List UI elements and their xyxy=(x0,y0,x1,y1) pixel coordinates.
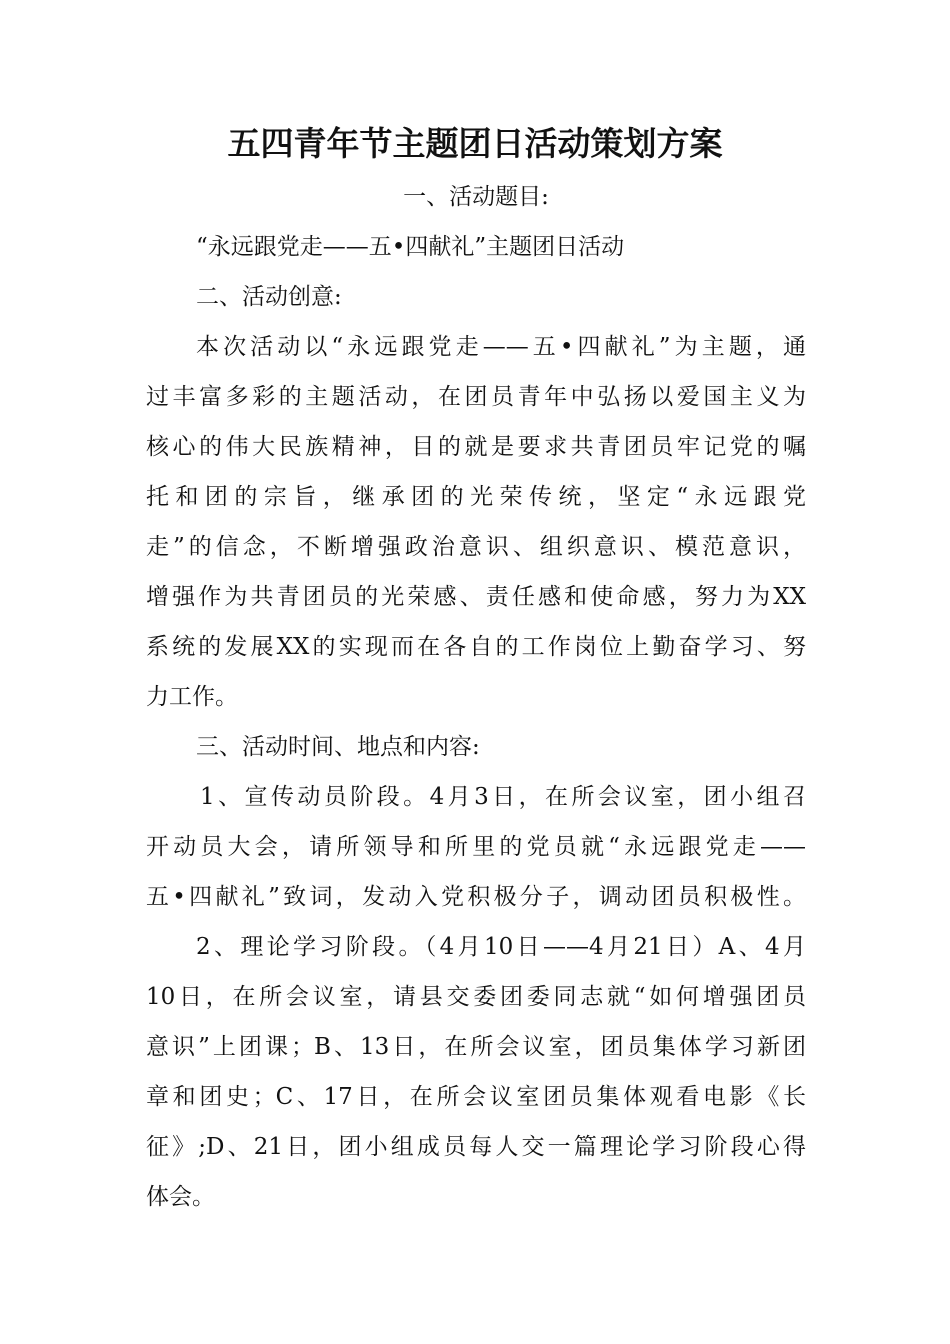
paragraph-line: 征》;D、21日，团小组成员每人交一篇理论学习阶段心得 xyxy=(146,1134,806,1160)
paragraph-line: 体会。 xyxy=(146,1184,215,1210)
paragraph-line: 1、宣传动员阶段。4月3日，在所会议室，团小组召 xyxy=(200,784,806,810)
paragraph-line: 走”的信念，不断增强政治意识、组织意识、模范意识， xyxy=(146,534,806,560)
paragraph-line: 五•四献礼”致词，发动入党积极分子，调动团员积极性。 xyxy=(146,884,806,910)
paragraph-line: 意识”上团课；B、13日，在所会议室，团员集体学习新团 xyxy=(146,1034,806,1060)
section-3-item-2 xyxy=(146,922,806,1222)
paragraph-line: 核心的伟大民族精神，目的就是要求共青团员牢记党的嘱 xyxy=(146,434,806,460)
paragraph-line: 10日，在所会议室，请县交委团委同志就“如何增强团员 xyxy=(146,984,806,1010)
paragraph-line: 本次活动以“永远跟党走——五•四献礼”为主题，通 xyxy=(196,334,806,360)
paragraph-line: 过丰富多彩的主题活动，在团员青年中弘扬以爱国主义为 xyxy=(146,384,806,410)
section-3-heading: 三、活动时间、地点和内容: xyxy=(196,734,480,760)
paragraph-line: 增强作为共青团员的光荣感、责任感和使命感，努力为XX xyxy=(146,584,806,610)
paragraph-line: 系统的发展XX的实现而在各自的工作岗位上勤奋学习、努 xyxy=(146,634,806,660)
paragraph-line: 力工作。 xyxy=(146,684,238,710)
document-title: 五四青年节主题团日活动策划方案 xyxy=(227,124,723,163)
section-3-item-1 xyxy=(146,772,806,922)
section-2-heading: 二、活动创意: xyxy=(196,284,342,310)
paragraph-line: 章和团史；C、17日，在所会议室团员集体观看电影《长 xyxy=(146,1084,806,1110)
paragraph-line: 开动员大会，请所领导和所里的党员就“永远跟党走—— xyxy=(146,834,806,860)
paragraph-line: 托和团的宗旨，继承团的光荣传统，坚定“永远跟党 xyxy=(146,484,806,510)
section-2-paragraph xyxy=(146,322,806,722)
section-1-heading: 一、活动题目: xyxy=(403,184,549,210)
activity-topic: “永远跟党走——五•四献礼”主题团日活动 xyxy=(196,234,625,260)
paragraph-line: 2、理论学习阶段。（4月10日——4月21日）A、4月 xyxy=(196,934,806,960)
document-body xyxy=(146,172,806,1222)
